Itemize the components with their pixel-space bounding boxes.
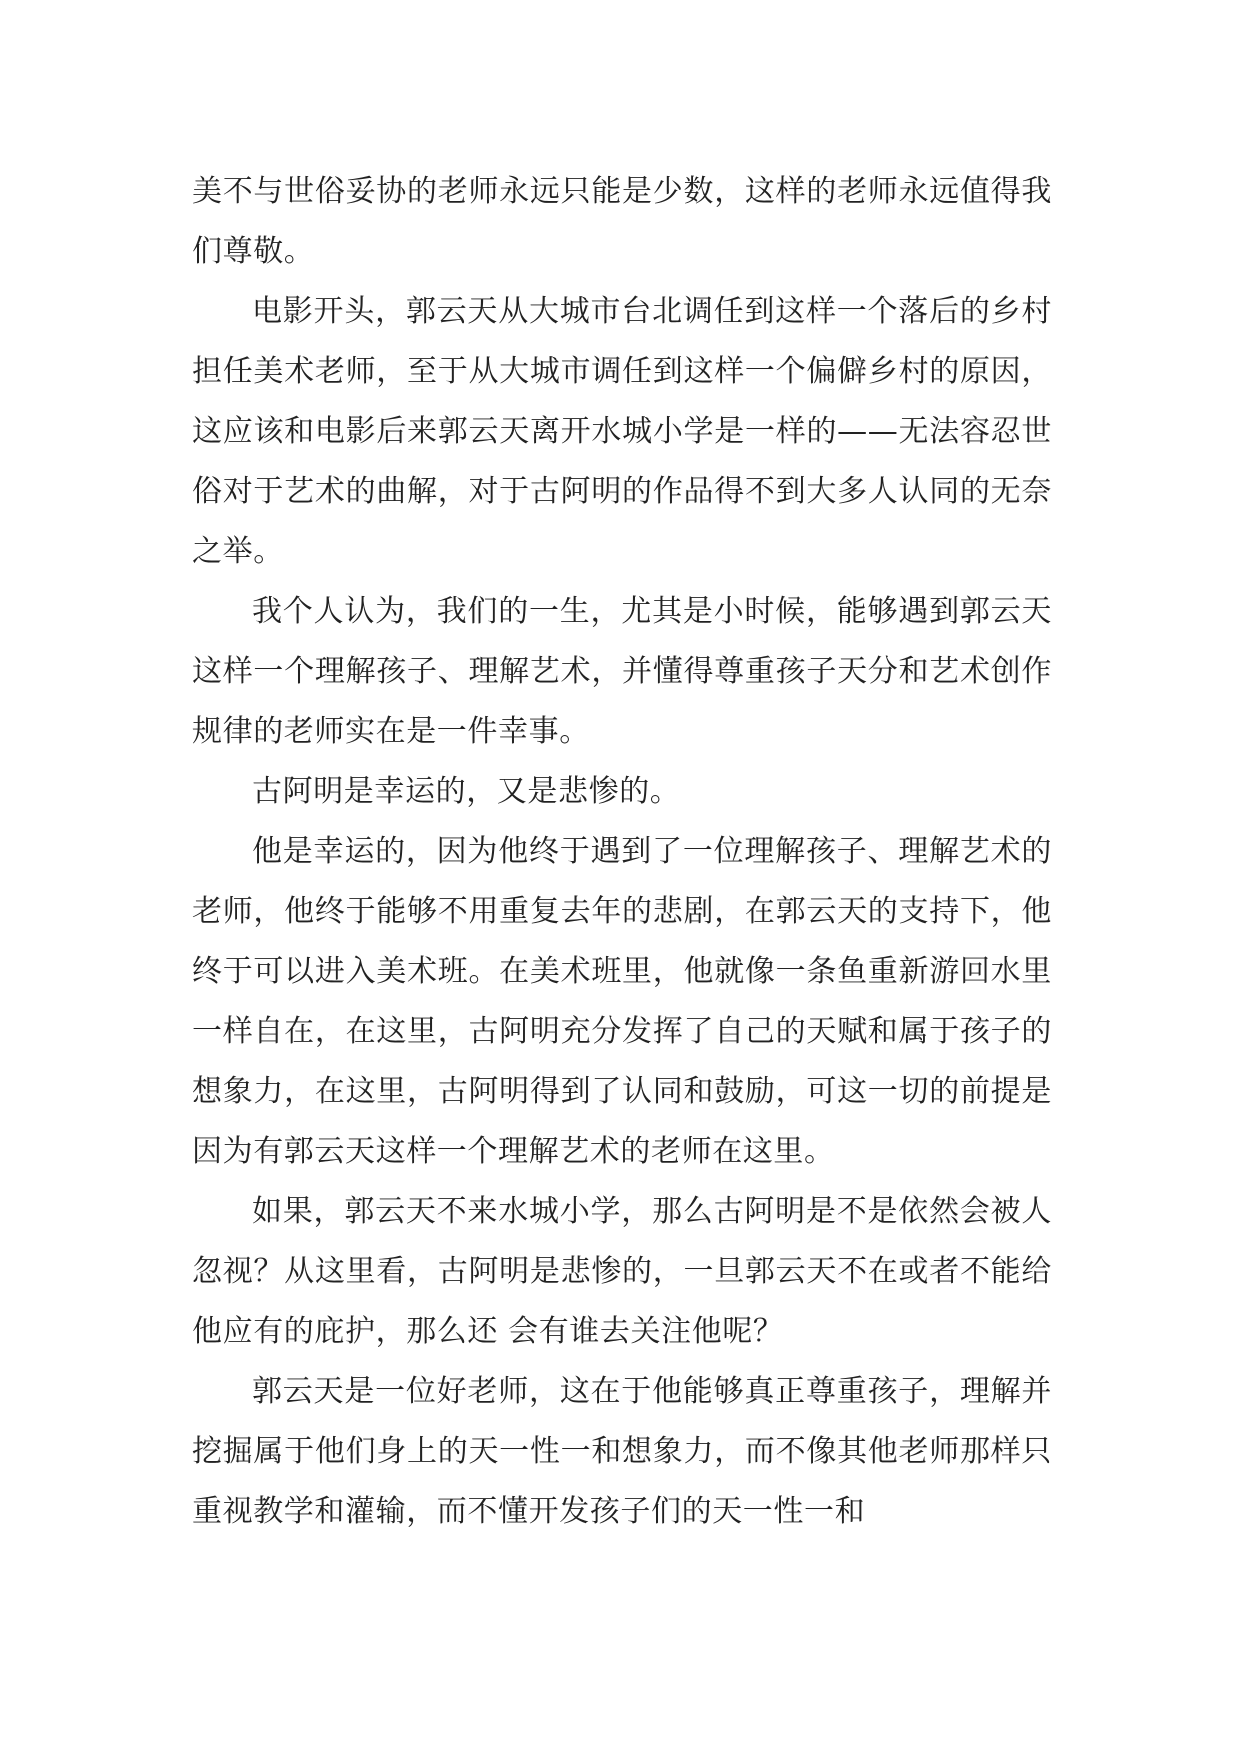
body-text [192,162,1052,1542]
paragraph-6: 如果，郭云天不来水城小学，那么古阿明是不是依然会被人忽视？从这里看，古阿明是悲惨的，一旦郭云天不在或者不能给他应有的庇护，那么还 会有谁去关注他呢？ [192,1194,1052,1349]
paragraph-2: 电影开头，郭云天从大城市台北调任到这样一个落后的乡村担任美术老师，至于从大城市调任到这样一个偏僻乡村的原因，这应该和电影后来郭云天离开水城小学是一样的——无法容忍世俗对于艺术的曲解，对于古阿明的作品得不到大多人认同的无奈之举。 [192,294,1052,569]
paragraph-1: 美不与世俗妥协的老师永远只能是少数，这样的老师永远值得我们尊敬。 [192,174,1052,269]
paragraph-5: 他是幸运的，因为他终于遇到了一位理解孩子、理解艺术的老师，他终于能够不用重复去年的悲剧，在郭云天的支持下，他终于可以进入美术班。在美术班里，他就像一条鱼重新游回水里一样自在，在这里，古阿明充分发挥了自己的天赋和属于孩子的想象力，在这里，古阿明得到了认同和鼓励，可这一切的前提是因为有郭云天这样一个理解艺术的老师在这里。 [192,834,1052,1169]
paragraph-4: 古阿明是幸运的，又是悲惨的。 [252,774,681,809]
paragraph-3: 我个人认为，我们的一生，尤其是小时候，能够遇到郭云天这样一个理解孩子、理解艺术，并懂得尊重孩子天分和艺术创作规律的老师实在是一件幸事。 [192,594,1052,749]
paragraph-7: 郭云天是一位好老师，这在于他能够真正尊重孩子，理解并挖掘属于他们身上的天一性一和想象力，而不像其他老师那样只重视教学和灌输，而不懂开发孩子们的天一性一和 [192,1374,1052,1529]
